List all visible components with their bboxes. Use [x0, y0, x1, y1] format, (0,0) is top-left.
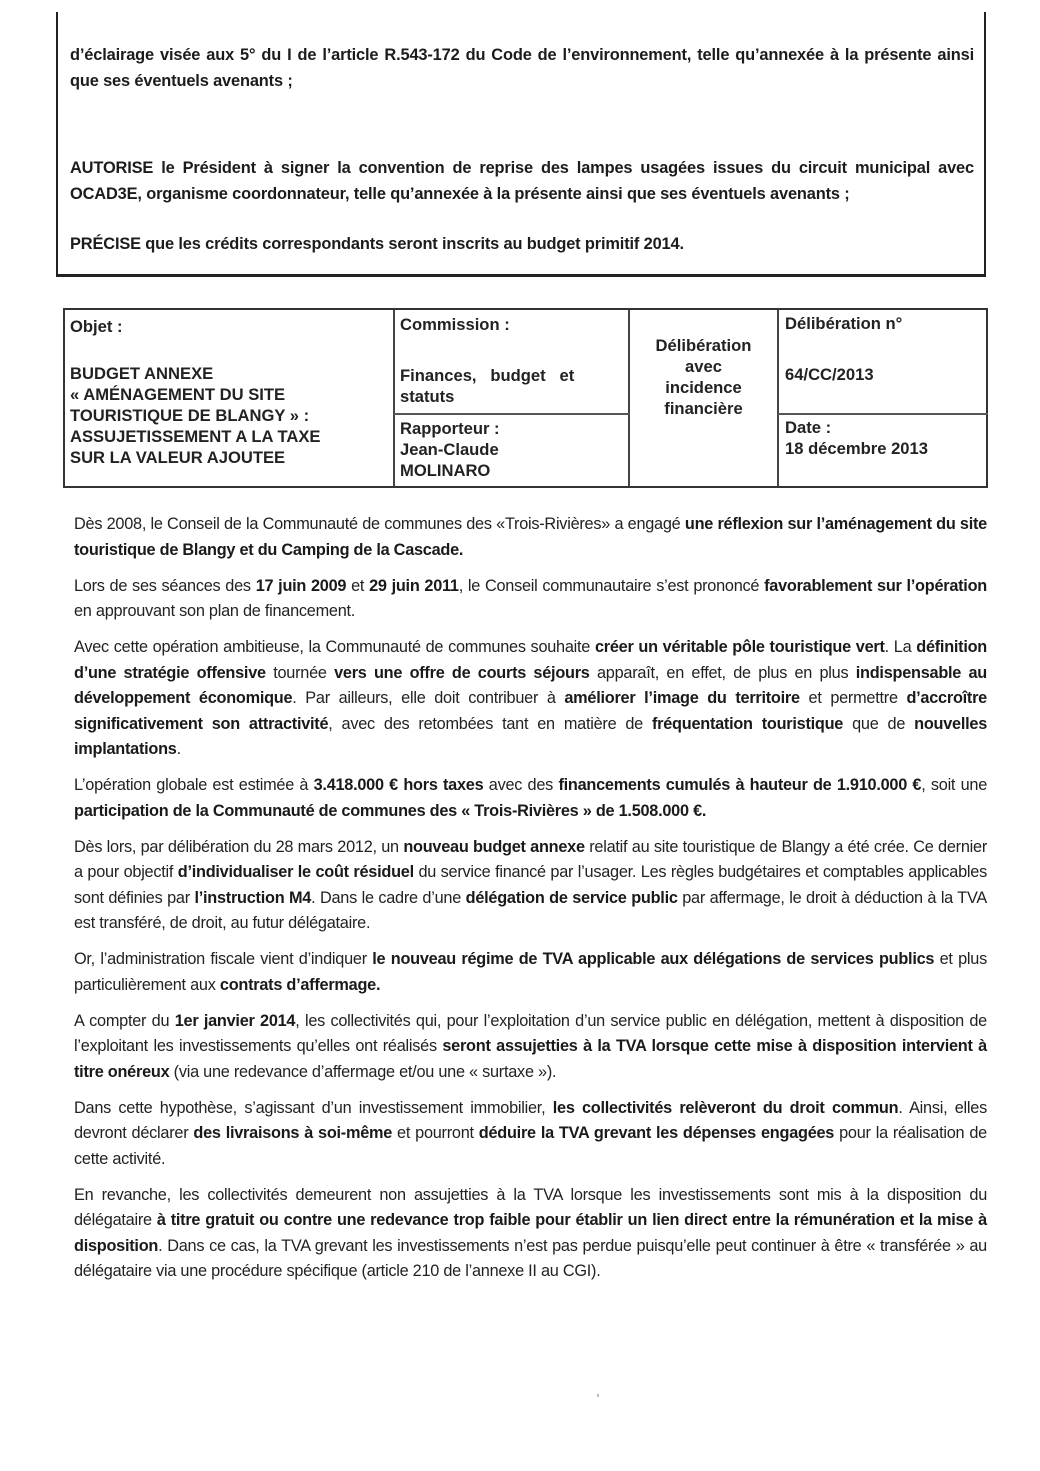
emphasis-text: améliorer l’image du territoire	[564, 689, 800, 707]
emphasis-text: définition d’une stratégie offensive	[74, 638, 987, 682]
plain-text: . Dans ce cas, la TVA grevant les investissements n’est pas perdue puisqu’elle peut continuer à être « transférée » au délégataire via une procédure spécifique (article 210 de l’annexe II au CGI).	[74, 1236, 987, 1280]
emphasis-text: délégation de service public	[465, 888, 678, 907]
objet-line: BUDGET ANNEXE	[70, 364, 214, 383]
plain-text: et pourront	[392, 1124, 479, 1142]
plain-text: apparaît, en effet, de plus en plus	[589, 663, 856, 682]
plain-text: .	[176, 740, 181, 758]
plain-text: A compter du	[74, 1011, 175, 1030]
body-text	[74, 512, 987, 1295]
emphasis-text: d’individualiser le coût résiduel	[177, 863, 414, 881]
plain-text: , avec des retombées tant en matière de	[328, 714, 652, 733]
plain-text: et plus particulièrement aux	[74, 950, 987, 994]
plain-text: tournée	[265, 663, 335, 682]
commission-value: statuts	[400, 387, 455, 406]
commission-cell	[400, 314, 625, 407]
plain-text: . Par ailleurs, elle doit contribuer à	[292, 689, 565, 707]
body-paragraph	[74, 512, 987, 563]
body-paragraph	[74, 947, 987, 998]
commission-label: Commission :	[400, 315, 510, 334]
incidence-line: financière	[664, 399, 743, 418]
decision-paragraph-precise: PRÉCISE que les crédits correspondants seront inscrits au budget primitif 2014.	[70, 235, 684, 253]
plain-text: que de	[843, 714, 915, 733]
emphasis-text: 3.418.000 € hors taxes	[313, 776, 484, 794]
incidence-line: incidence	[665, 378, 742, 397]
deliberation-number-label: Délibération n°	[785, 314, 903, 333]
plain-text: avec des	[483, 776, 559, 794]
incidence-line: avec	[685, 357, 722, 376]
emphasis-text: seront assujetties à la TVA lorsque cette mise à disposition intervient à titre onéreux	[74, 1037, 987, 1081]
objet-line: TOURISTIQUE DE BLANGY » :	[70, 406, 310, 425]
emphasis-text: le nouveau régime de TVA applicable aux délégations de services publics	[372, 950, 935, 968]
emphasis-text: participation de la Communauté de communes des « Trois-Rivières » de 1.508.000 €.	[74, 801, 707, 820]
decision-box	[56, 12, 986, 277]
plain-text: relatif au site touristique de Blangy a été crée. Ce dernier a pour objectif	[74, 837, 987, 881]
deliberation-header-table	[63, 308, 988, 488]
plain-text: Dès lors, par délibération du 28 mars 2012, un	[74, 837, 404, 856]
body-paragraph	[74, 773, 987, 824]
plain-text: et	[346, 576, 370, 595]
emphasis-text: 17 juin 2009	[255, 576, 347, 595]
plain-text: pour la réalisation de cette activité.	[74, 1124, 987, 1168]
table-divider	[777, 413, 988, 415]
plain-text: , soit une	[921, 776, 987, 794]
emphasis-text: les collectivités relèveront du droit commun	[552, 1098, 899, 1117]
emphasis-text: nouveau budget annexe	[403, 837, 585, 856]
emphasis-text: à titre gratuit ou contre une redevance trop faible pour établir un lien direct entre la rémunération et la mise à disposition	[74, 1211, 987, 1255]
emphasis-text: 29 juin 2011	[369, 576, 459, 595]
rapporteur-name: Jean-Claude	[400, 440, 499, 459]
plain-text: du service financé par l’usager. Les règles budgétaires et comptables applicables sont définies par	[74, 863, 987, 907]
plain-text: . Dans le cadre d’une	[311, 888, 466, 907]
plain-text: En revanche, les collectivités demeurent non assujetties à la TVA lorsque les investissements sont mis à la disposition du délégataire	[74, 1185, 987, 1229]
plain-text: . Ainsi, elles devront déclarer	[74, 1098, 987, 1142]
deliberation-number: 64/CC/2013	[785, 365, 874, 384]
body-paragraph	[74, 635, 987, 763]
emphasis-text: indispensable au développement économique	[74, 663, 987, 707]
emphasis-text: créer un véritable pôle touristique vert	[594, 638, 885, 656]
plain-text: et permettre	[799, 689, 907, 707]
objet-line: ASSUJETISSEMENT A LA TAXE	[70, 427, 321, 446]
emphasis-text: d’accroître significativement son attractivité	[74, 689, 987, 733]
scan-speck	[597, 1394, 599, 1397]
plain-text: Or, l’administration fiscale vient d’indiquer	[74, 950, 373, 968]
date-cell	[785, 417, 985, 459]
body-paragraph	[74, 1096, 987, 1173]
emphasis-text: une réflexion sur l’aménagement du site touristique de Blangy et du Camping de la Cascade.	[74, 515, 987, 559]
plain-text: Avec cette opération ambitieuse, la Communauté de communes souhaite	[74, 638, 595, 656]
body-paragraph	[74, 574, 987, 625]
table-divider	[393, 413, 629, 415]
emphasis-text: des livraisons à soi-même	[193, 1124, 393, 1142]
date-value: 18 décembre 2013	[785, 439, 928, 458]
objet-cell	[70, 316, 390, 468]
table-divider	[777, 310, 779, 486]
decision-paragraph-autorise: AUTORISE le Président à signer la convention de reprise des lampes usagées issues du circuit municipal avec OCAD3E, organisme coordonnateur, telle qu’annexée à la présente ainsi que ses éventuels avenants ;	[70, 159, 974, 203]
plain-text: Dès 2008, le Conseil de la Communauté de communes des «Trois-Rivières» a engagé	[74, 515, 685, 533]
emphasis-text: contrats d’affermage.	[219, 975, 381, 994]
deliberation-number-cell	[785, 313, 985, 385]
emphasis-text: financements cumulés à hauteur de 1.910.000 €	[558, 776, 922, 794]
body-paragraph	[74, 1183, 987, 1285]
commission-value: Finances, budget et	[400, 366, 575, 385]
decision-paragraph-1: d’éclairage visée aux 5° du I de l’article R.543-172 du Code de l’environnement, telle qu’annexée à la présente ainsi que ses éventuels avenants ;	[70, 46, 974, 90]
emphasis-text: fréquentation touristique	[651, 714, 844, 733]
plain-text: Lors de ses séances des	[74, 576, 256, 595]
plain-text: , le Conseil communautaire s’est prononcé	[458, 576, 765, 595]
objet-line: « AMÉNAGEMENT DU SITE	[70, 385, 286, 404]
plain-text: , les collectivités qui, pour l’exploitation d’un service public en délégation, mettent à disposition de l’exploitant les investissements qu’elles ont réalisés	[74, 1011, 987, 1055]
objet-label: Objet :	[70, 317, 123, 336]
plain-text: par affermage, le droit à déduction à la TVA est transféré, de droit, au futur délégataire.	[74, 888, 987, 932]
rapporteur-name: MOLINARO	[400, 461, 491, 480]
plain-text: en approuvant son plan de financement.	[74, 602, 356, 620]
plain-text: Dans cette hypothèse, s’agissant d’un investissement immobilier,	[74, 1098, 553, 1117]
date-label: Date :	[785, 418, 832, 437]
body-paragraph	[74, 1009, 987, 1086]
emphasis-text: 1er janvier 2014	[174, 1011, 296, 1030]
incidence-line: Délibération	[655, 336, 752, 355]
emphasis-text: déduire la TVA grevant les dépenses engagées	[478, 1124, 835, 1142]
plain-text: . La	[884, 638, 917, 656]
table-divider	[393, 310, 395, 486]
plain-text: L’opération globale est estimée à	[74, 776, 314, 794]
plain-text: (via une redevance d’affermage et/ou une « surtaxe »).	[169, 1062, 557, 1081]
rapporteur-label: Rapporteur :	[400, 419, 500, 438]
body-paragraph	[74, 835, 987, 937]
objet-line: SUR LA VALEUR AJOUTEE	[70, 448, 286, 467]
emphasis-text: nouvelles implantations	[74, 714, 987, 758]
emphasis-text: vers une offre de courts séjours	[334, 663, 590, 682]
emphasis-text: l’instruction M4	[194, 888, 312, 907]
incidence-cell	[630, 335, 777, 419]
rapporteur-cell	[400, 418, 625, 481]
emphasis-text: favorablement sur l’opération	[764, 576, 987, 595]
